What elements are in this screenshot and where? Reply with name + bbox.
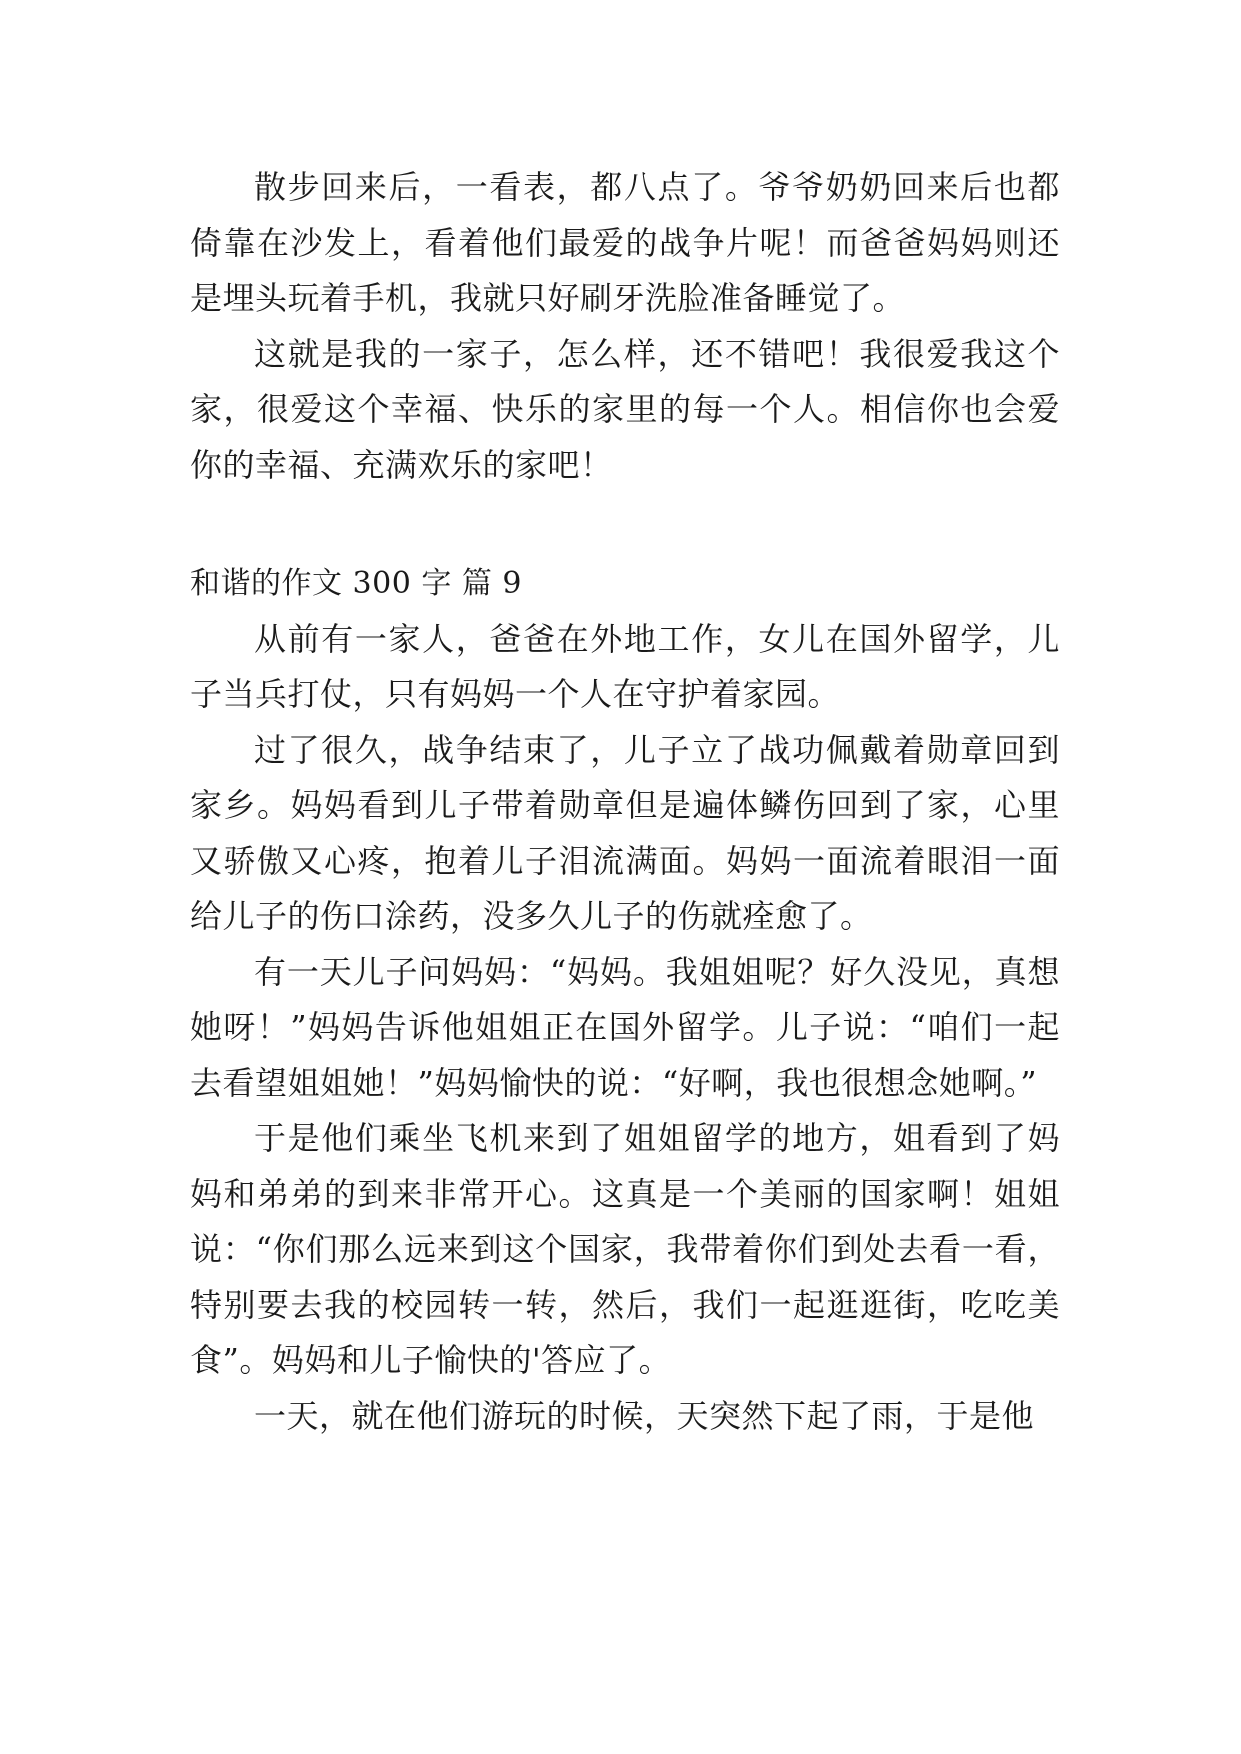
section-gap	[190, 493, 1060, 556]
paragraph-7: 一天，就在他们游玩的时候，天突然下起了雨，于是他	[254, 1396, 1035, 1435]
paragraph-2: 这就是我的一家子，怎么样，还不错吧！我很爱我这个家，很爱这个幸福、快乐的家里的每一个人。相信你也会爱你的幸福、充满欢乐的家吧！	[190, 334, 1060, 484]
paragraph-6: 于是他们乘坐飞机来到了姐姐留学的地方，姐看到了妈妈和弟弟的到来非常开心。这真是一个美丽的国家啊！姐姐说：“你们那么远来到这个国家，我带着你们到处去看一看，特别要去我的校园转一转，然后，我们一起逛逛街，吃吃美食”。妈妈和儿子愉快的'答应了。	[190, 1119, 1060, 1379]
paragraph-3: 从前有一家人，爸爸在外地工作，女儿在国外留学，儿子当兵打仗，只有妈妈一个人在守护着家园。	[190, 619, 1060, 713]
section-heading: 和谐的作文 300 字 篇 9	[190, 566, 522, 601]
paragraph-4: 过了很久，战争结束了，儿子立了战功佩戴着勋章回到家乡。妈妈看到儿子带着勋章但是遍体鳞伤回到了家，心里又骄傲又心疼，抱着儿子泪流满面。妈妈一面流着眼泪一面给儿子的伤口涂药，没多久儿子的伤就痊愈了。	[190, 730, 1060, 935]
paragraph-1: 散步回来后，一看表，都八点了。爷爷奶奶回来后也都倚靠在沙发上，看着他们最爱的战争片呢！而爸爸妈妈则还是埋头玩着手机，我就只好刷牙洗脸准备睡觉了。	[190, 168, 1060, 317]
paragraph-5: 有一天儿子问妈妈：“妈妈。我姐姐呢？好久没见，真想她呀！”妈妈告诉他姐姐正在国外留学。儿子说：“咱们一起去看望姐姐她！”妈妈愉快的说：“好啊，我也很想念她啊。”	[190, 952, 1060, 1102]
document-page	[190, 160, 1060, 1444]
